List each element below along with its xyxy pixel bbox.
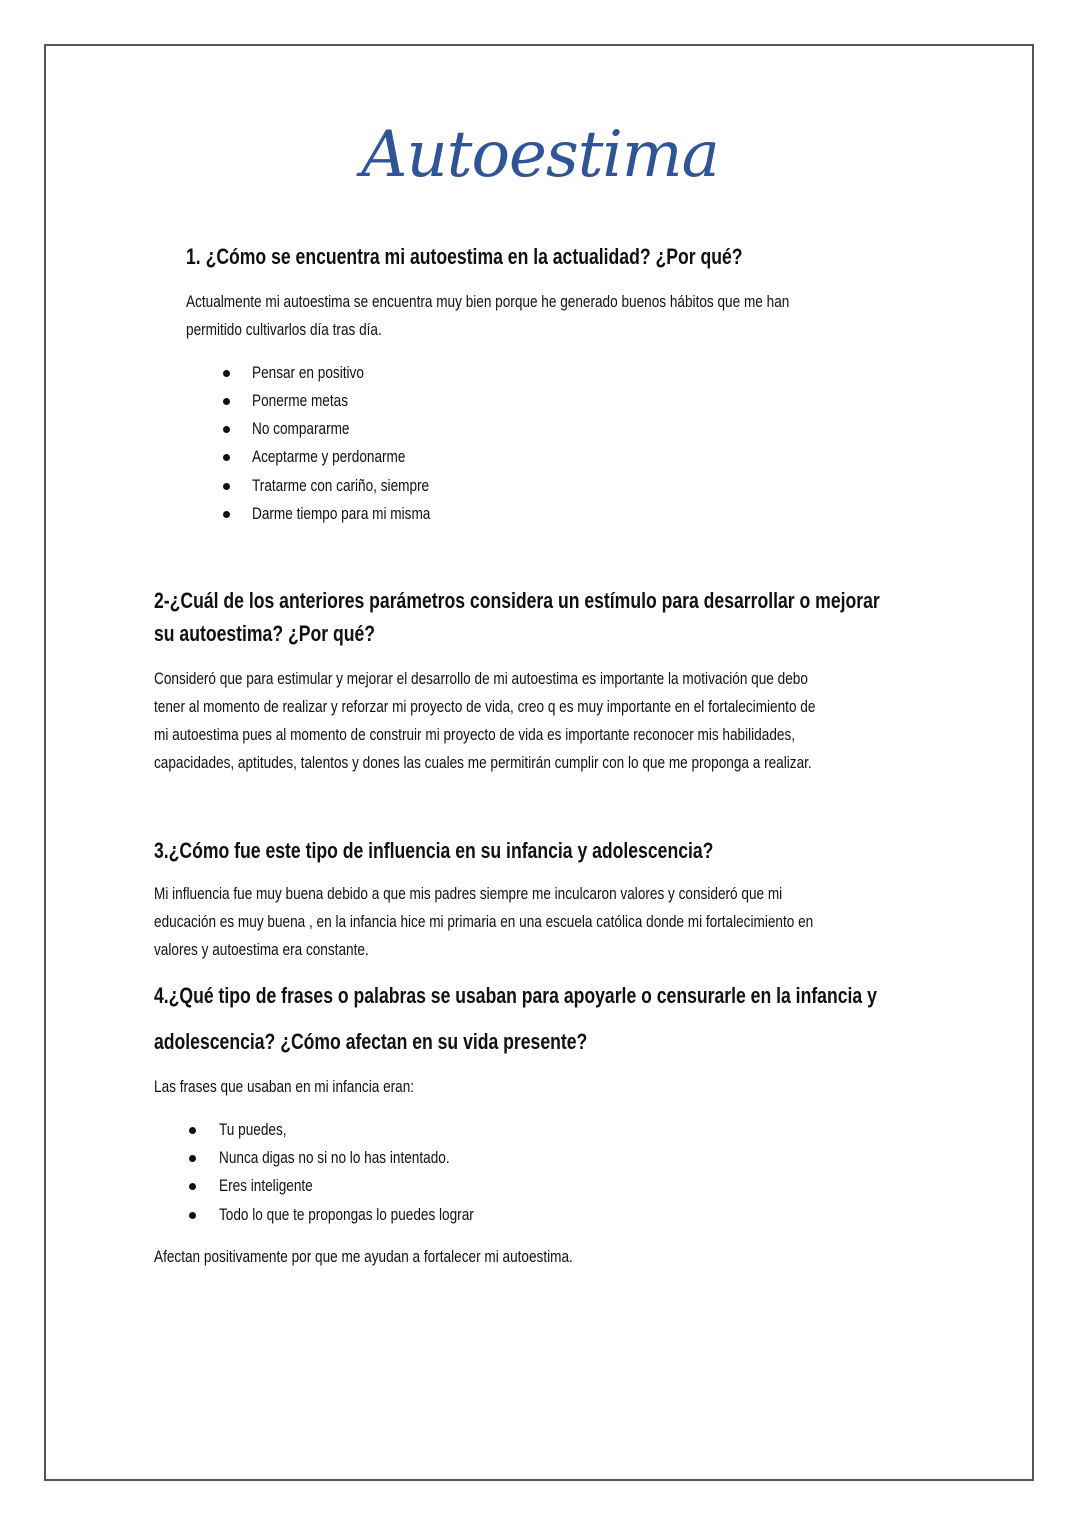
question-3-heading: 3.¿Cómo fue este tipo de influencia en su infancia y adolescencia? (154, 838, 714, 863)
answer-3-line: valores y autoestima era constante. (154, 940, 369, 959)
bullet-icon (223, 398, 230, 405)
list-item: Tratarme con cariño, siempre (252, 476, 430, 495)
question-4-heading: 4.¿Qué tipo de frases o palabras se usaban para apoyarle o censurarle en la infancia y (154, 983, 877, 1008)
bullet-icon (189, 1155, 196, 1162)
list-item: Ponerme metas (252, 391, 348, 410)
list-item: Eres inteligente (219, 1176, 313, 1195)
bullet-icon (189, 1127, 196, 1134)
list-item: Darme tiempo para mi misma (252, 504, 431, 523)
list-item: No compararme (252, 419, 350, 438)
bullet-icon (223, 426, 230, 433)
bullet-icon (189, 1212, 196, 1219)
answer-1-line: Actualmente mi autoestima se encuentra muy bien porque he generado buenos hábitos que me han (186, 292, 790, 311)
bullet-icon (223, 511, 230, 518)
answer-2-line: tener al momento de realizar y reforzar mi proyecto de vida, creo q es muy importante en el fortalecimiento de (154, 697, 816, 716)
answer-3-line: Mi influencia fue muy buena debido a que mis padres siempre me inculcaron valores y consideró que mi (154, 884, 783, 903)
list-item: Nunca digas no si no lo has intentado. (219, 1148, 450, 1167)
bullet-icon (189, 1183, 196, 1190)
answer-2-line: Consideró que para estimular y mejorar el desarrollo de mi autoestima es importante la motivación que debo (154, 669, 808, 688)
answer-3-line: educación es muy buena , en la infancia hice mi primaria en una escuela católica donde mi fortalecimiento en (154, 912, 814, 931)
question-4-heading: adolescencia? ¿Cómo afectan en su vida presente? (154, 1029, 588, 1054)
question-1-heading: 1. ¿Cómo se encuentra mi autoestima en la actualidad? ¿Por qué? (186, 244, 743, 269)
question-2-heading: 2-¿Cuál de los anteriores parámetros considera un estímulo para desarrollar o mejorar (154, 588, 880, 613)
list-item: Pensar en positivo (252, 363, 364, 382)
list-item: Todo lo que te propongas lo puedes lograr (219, 1205, 474, 1224)
document-title: Autoestima (361, 118, 719, 192)
answer-2-line: capacidades, aptitudes, talentos y dones las cuales me permitirán cumplir con lo que me proponga a realizar. (154, 753, 812, 772)
answer-4-closing: Afectan positivamente por que me ayudan a fortalecer mi autoestima. (154, 1247, 573, 1266)
list-item: Tu puedes, (219, 1120, 287, 1139)
answer-1-line: permitido cultivarlos día tras día. (186, 320, 382, 339)
list-item: Aceptarme y perdonarme (252, 447, 406, 466)
question-2-heading: su autoestima? ¿Por qué? (154, 621, 376, 646)
bullet-icon (223, 454, 230, 461)
answer-2-line: mi autoestima pues al momento de construir mi proyecto de vida es importante reconocer mis habilidades, (154, 725, 796, 744)
answer-4-intro: Las frases que usaban en mi infancia eran: (154, 1077, 415, 1096)
bullet-icon (223, 483, 230, 490)
bullet-icon (223, 370, 230, 377)
